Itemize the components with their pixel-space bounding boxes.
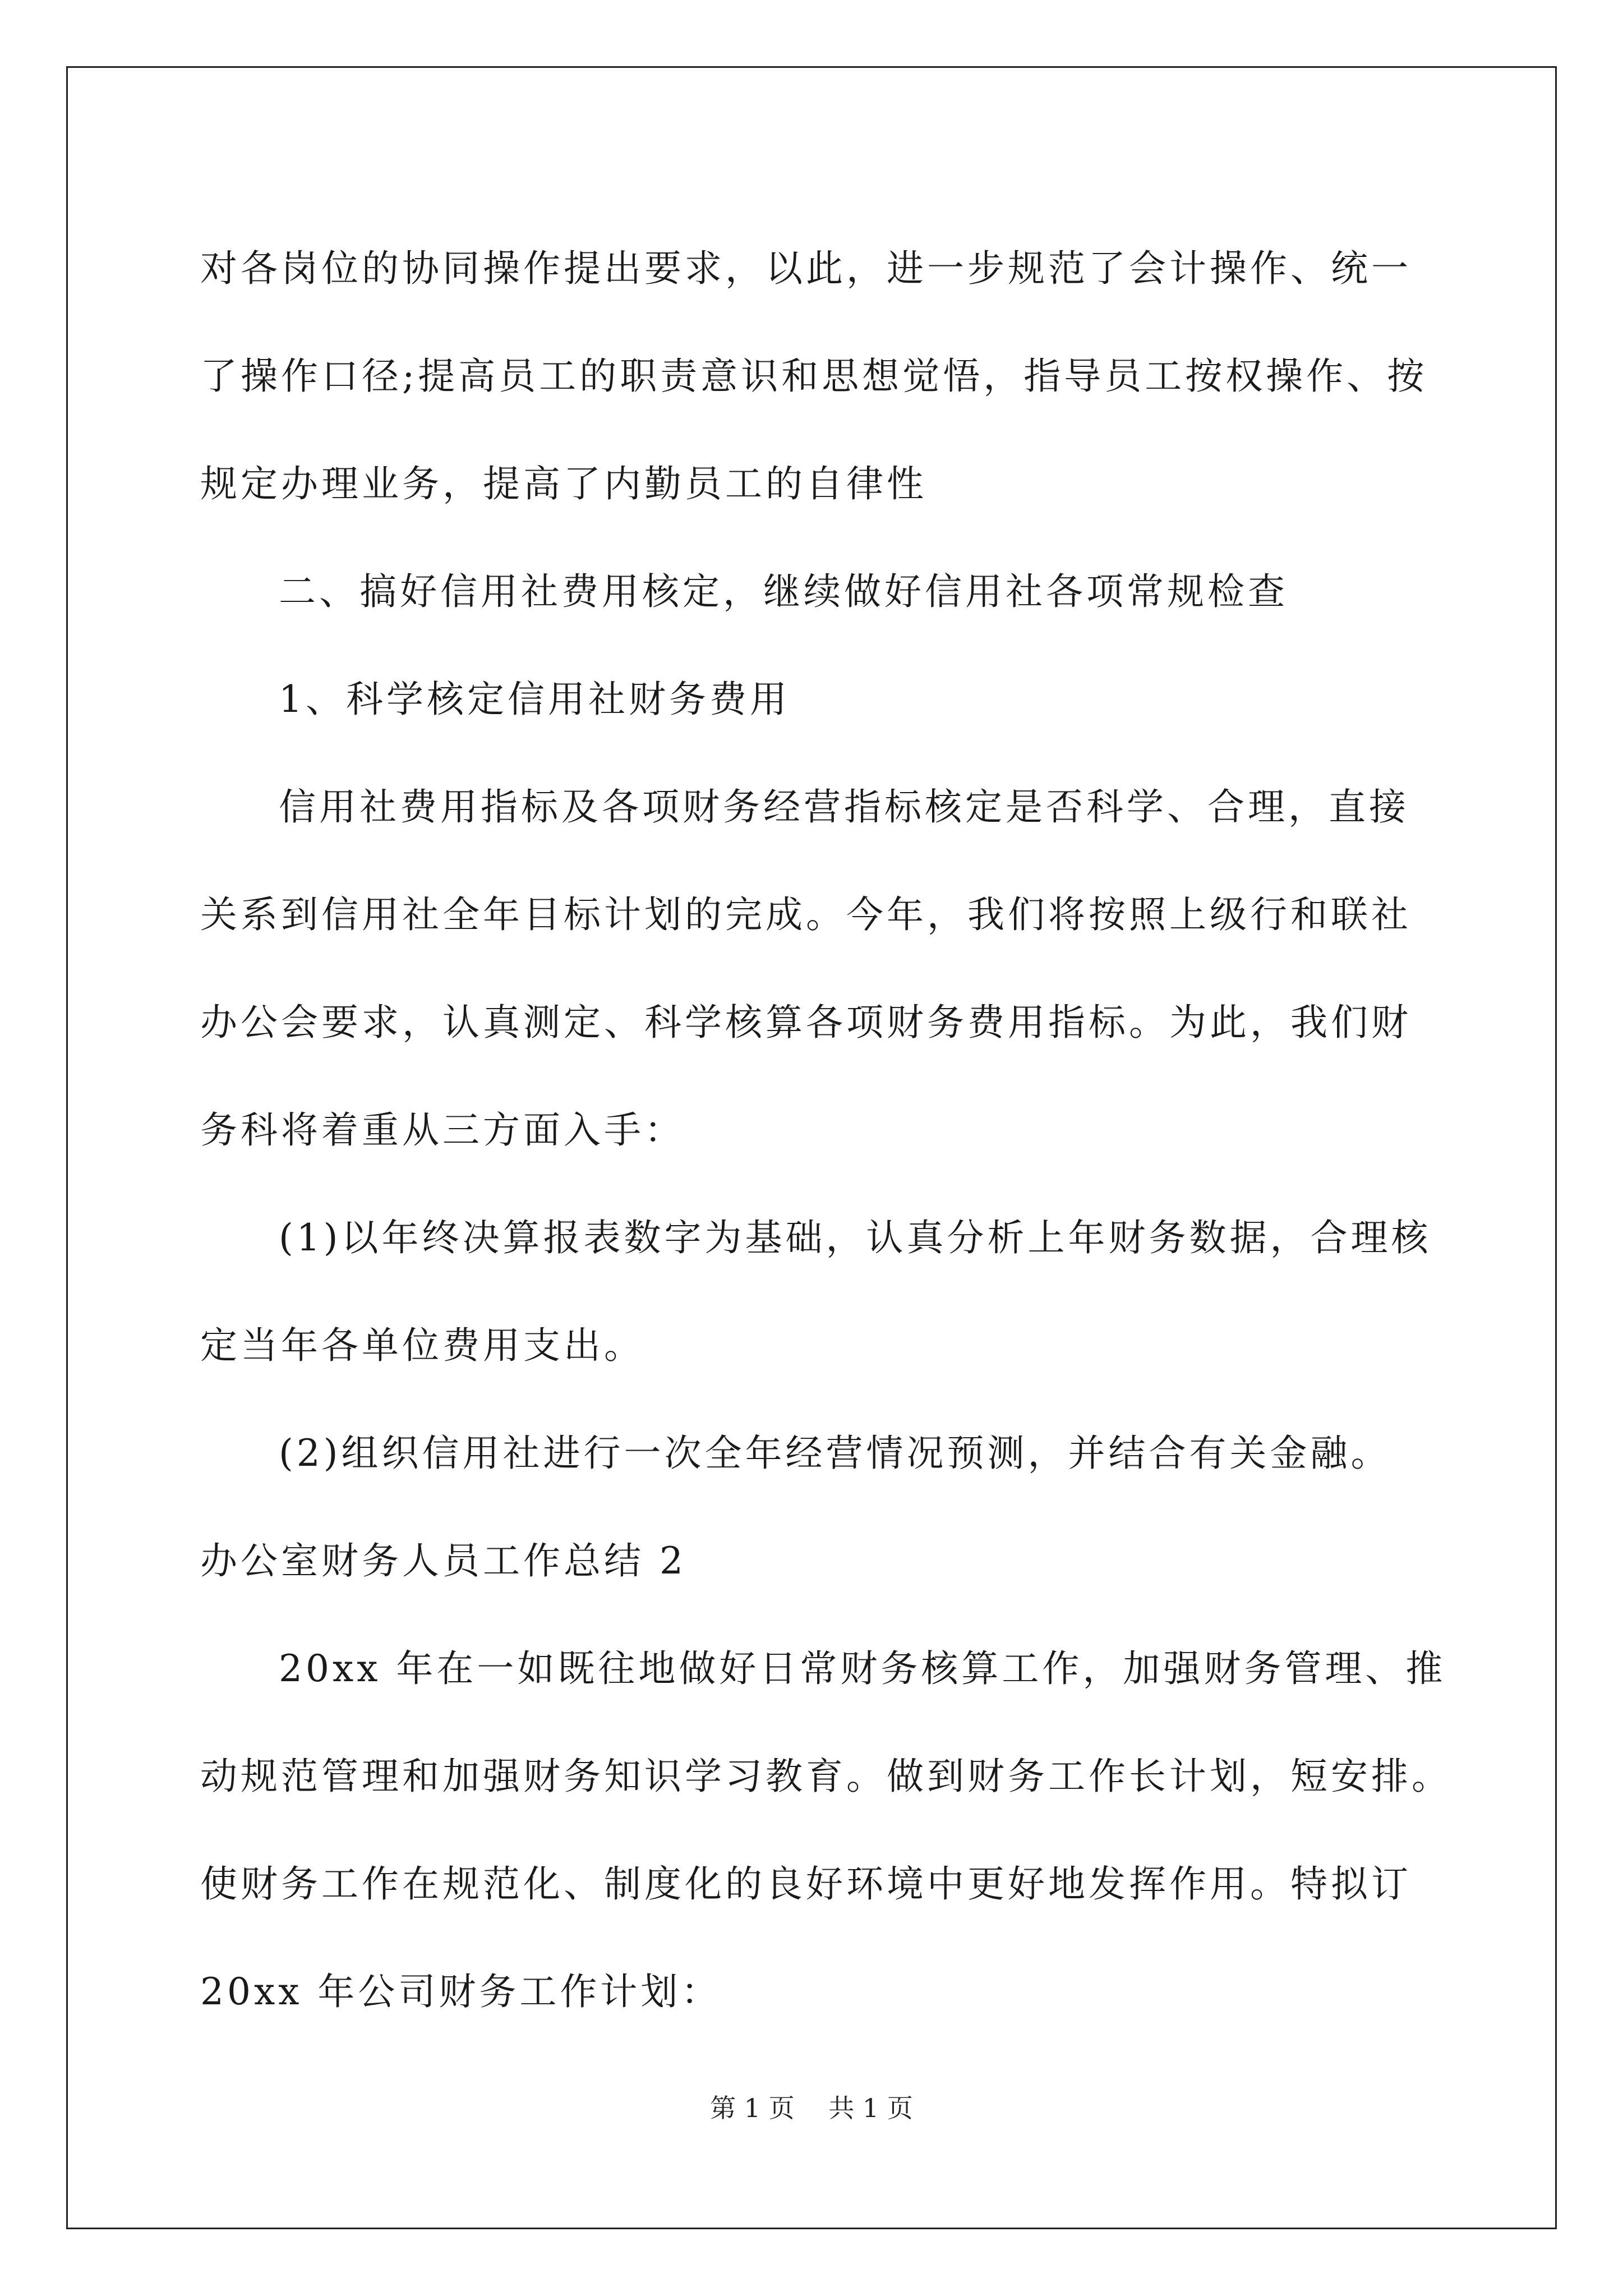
document-body — [200, 215, 1462, 2046]
text-line-11: 定当年各单位费用支出。 — [200, 1324, 644, 1367]
text-line-6: 信用社费用指标及各项财务经营指标核定是否科学、合理，直接 — [279, 785, 1409, 829]
text-line-14: 20xx 年在一如既往地做好日常财务核算工作，加强财务管理、推 — [279, 1647, 1446, 1690]
text-line-1: 对各岗位的协同操作提出要求，以此，进一步规范了会计操作、统一 — [200, 247, 1412, 290]
text-line-7: 关系到信用社全年目标计划的完成。今年，我们将按照上级行和联社 — [200, 893, 1412, 936]
text-line-2: 了操作口径;提高员工的职责意识和思想觉悟，指导员工按权操作、按 — [200, 355, 1428, 398]
section-heading: 二、搞好信用社费用核定，继续做好信用社各项常规检查 — [279, 570, 1288, 613]
page-footer — [0, 2088, 1623, 2125]
page-number: 第 1 页 — [710, 2093, 795, 2123]
subsection-heading: 1、科学核定信用社财务费用 — [279, 678, 790, 721]
text-line-3: 规定办理业务，提高了内勤员工的自律性 — [200, 462, 927, 505]
text-line-9: 务科将着重从三方面入手： — [200, 1108, 685, 1152]
list-item-2: (2)组织信用社进行一次全年经营情况预测，并结合有关金融。 — [279, 1432, 1391, 1475]
text-line-15: 动规范管理和加强财务知识学习教育。做到财务工作长计划，短安排。 — [200, 1755, 1452, 1798]
list-item-1: (1)以年终决算报表数字为基础，认真分析上年财务数据，合理核 — [279, 1216, 1432, 1259]
text-line-16: 使财务工作在规范化、制度化的良好环境中更好地发挥作用。特拟订 — [200, 1862, 1412, 1906]
text-line-17: 20xx 年公司财务工作计划： — [200, 1970, 722, 2013]
document-subtitle: 办公室财务人员工作总结 2 — [200, 1539, 686, 1582]
text-line-8: 办公会要求，认真测定、科学核算各项财务费用指标。为此，我们财 — [200, 1001, 1412, 1044]
page-total: 共 1 页 — [828, 2093, 913, 2123]
